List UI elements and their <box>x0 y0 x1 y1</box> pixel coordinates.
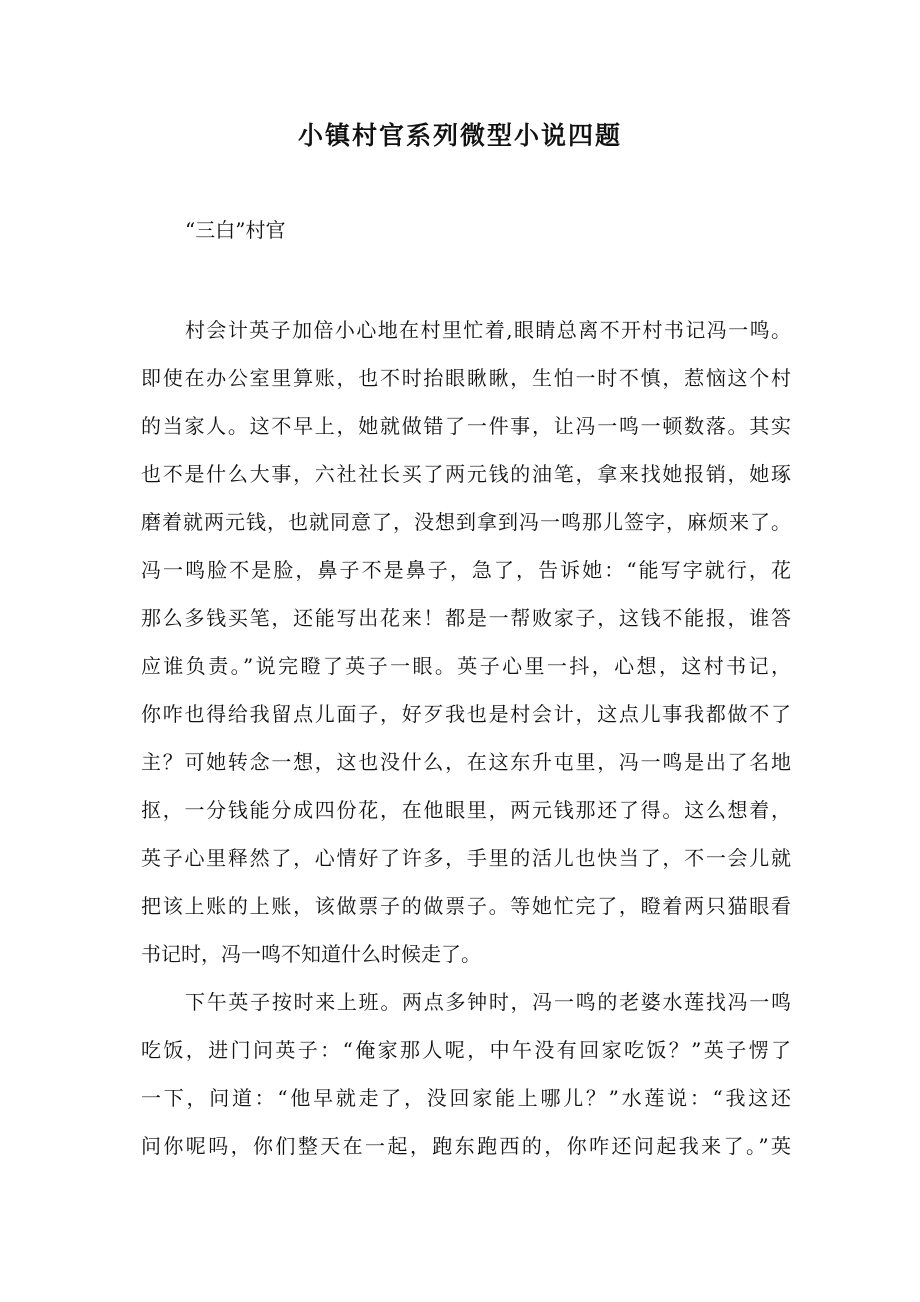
paragraph-line: 把该上账的上账，该做票子的做票子。等她忙完了，瞪着两只猫眼看 <box>141 894 791 918</box>
paragraph-line: 磨着就两元钱，也就同意了，没想到拿到冯一鸣那儿签字，麻烦来了。 <box>141 510 791 534</box>
paragraph-line: 吃饭，进门问英子：“俺家那人呢，中午没有回家吃饭？”英子愣了 <box>141 1038 791 1062</box>
paragraph-line: 也不是什么大事，六社社长买了两元钱的油笔，拿来找她报销，她琢 <box>141 462 791 486</box>
paragraph-line: 一下，问道：“他早就走了，没回家能上哪儿？”水莲说：“我这还 <box>141 1086 791 1110</box>
paragraph-line: 英子心里释然了，心情好了许多，手里的活儿也快当了，不一会儿就 <box>141 846 791 870</box>
paragraph-line: 抠，一分钱能分成四份花，在他眼里，两元钱那还了得。这么想着， <box>141 798 791 822</box>
paragraph-line: 即使在办公室里算账，也不时抬眼瞅瞅，生怕一时不慎，惹恼这个村 <box>141 366 791 390</box>
paragraph-line: 问你呢吗，你们整天在一起，跑东跑西的，你咋还问起我来了。”英 <box>141 1134 791 1158</box>
paragraph-line: 那么多钱买笔，还能写出花来！都是一帮败家子，这钱不能报，谁答 <box>141 606 791 630</box>
paragraph-line: 应谁负责。”说完瞪了英子一眼。英子心里一抖，心想，这村书记， <box>141 654 791 678</box>
paragraph-line: 书记时，冯一鸣不知道什么时候走了。 <box>141 942 481 966</box>
paragraph-line: 村会计英子加倍小心地在村里忙着,眼睛总离不开村书记冯一鸣。 <box>185 318 791 342</box>
section-heading: “三白”村官 <box>185 218 286 242</box>
document-title: 小镇村官系列微型小说四题 <box>297 121 622 150</box>
paragraph-line: 主？可她转念一想，这也没什么，在这东升屯里，冯一鸣是出了名地 <box>141 750 791 774</box>
paragraph-line: 下午英子按时来上班。两点多钟时，冯一鸣的老婆水莲找冯一鸣 <box>185 990 791 1014</box>
paragraph-line: 的当家人。这不早上，她就做错了一件事，让冯一鸣一顿数落。其实 <box>141 414 791 438</box>
paragraph-line: 冯一鸣脸不是脸，鼻子不是鼻子，急了，告诉她：“能写字就行，花 <box>141 558 791 582</box>
paragraph-line: 你咋也得给我留点儿面子，好歹我也是村会计，这点儿事我都做不了 <box>141 702 791 726</box>
